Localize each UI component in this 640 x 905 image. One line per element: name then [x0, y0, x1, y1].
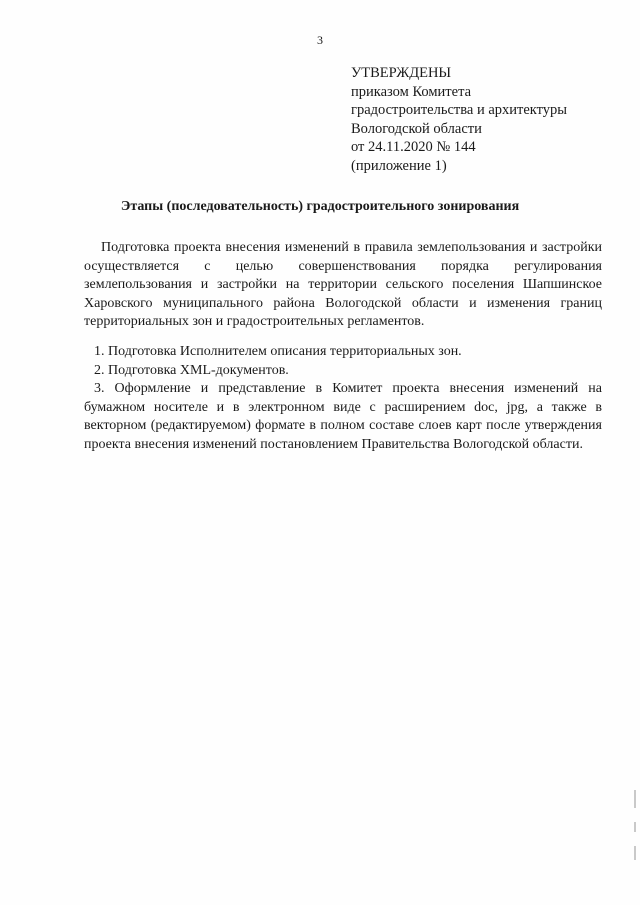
approval-heading: УТВЕРЖДЕНЫ	[351, 65, 452, 81]
list-item: 3. Оформление и представление в Комитет проекта внесения изменений на бумажном носителе и в электронном виде с расширением doc, jpg, а также в векторном (редактируемом) формате в полном составе слоев карт после утверждения проекта внесения изменений постановлением Правительства Вологодской области.	[84, 381, 602, 452]
page-number: 3	[317, 33, 323, 47]
approval-region-line: Вологодской области	[351, 120, 482, 137]
list-item: 1. Подготовка Исполнителем описания территориальных зон.	[94, 344, 462, 359]
approval-block	[351, 64, 567, 175]
approval-committee-line: градостроительства и архитектуры	[351, 102, 568, 118]
stages-list	[84, 343, 602, 455]
document-title: Этапы (последовательность) градостроительного зонирования	[120, 199, 520, 214]
list-item: 2. Подготовка XML-документов.	[94, 362, 289, 378]
scan-edge-marks	[634, 790, 638, 890]
approval-date-number: от 24.11.2020 № 144	[351, 139, 476, 155]
approval-order-line: приказом Комитета	[351, 83, 472, 100]
approval-appendix: (приложение 1)	[351, 157, 447, 174]
intro-paragraph: Подготовка проекта внесения изменений в правила землепользования и застройки осуществляется с целью совершенствования порядка регулирования землепользования и застройки на территории сельского поселения Шапшинское Харовского муниципального района Вологодской области и изменения границ территориальных зон и градостроительных регламентов.	[84, 240, 602, 330]
